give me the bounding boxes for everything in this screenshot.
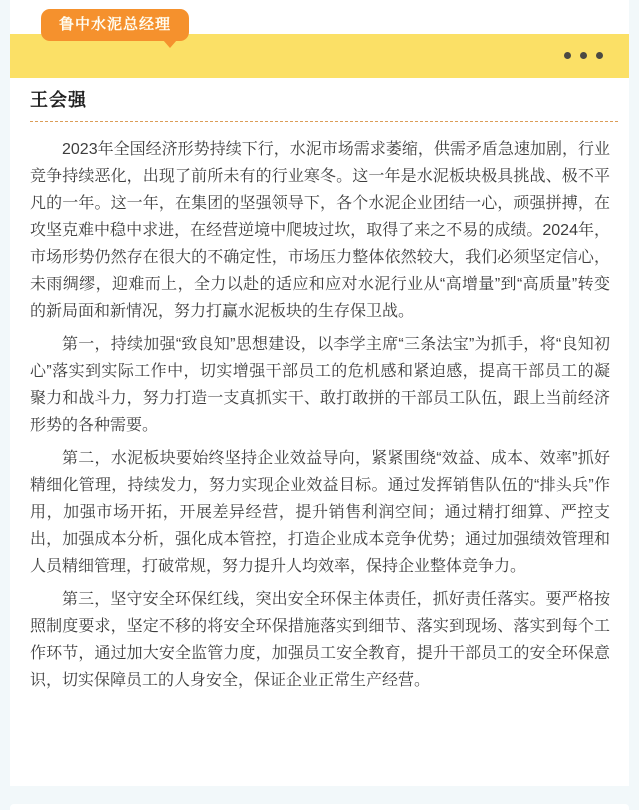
article-body xyxy=(30,136,610,700)
badge-pointer-decoration xyxy=(163,40,177,48)
ellipsis-dot xyxy=(596,52,603,59)
article-paragraph: 第一，持续加强“致良知”思想建设，以李学主席“三条法宝”为抓手，将“良知初心”落实到实际工作中，切实增强干部员工的危机感和紧迫感，提高干部员工的凝聚力和战斗力，努力打造一支真抓实干、敢打敢拼的干部员工队伍，跟上当前经济形势的各种需要。 xyxy=(30,336,610,434)
article-paragraph: 第三，坚守安全环保红线，突出安全环保主体责任，抓好责任落实。要严格按照制度要求，坚定不移的将安全环保措施落实到细节、落实到现场、落实到每个工作环节，通过加大安全监管力度，加强员工安全教育，提升干部员工的安全环保意识，切实保障员工的人身安全，保证企业正常生产经营。 xyxy=(30,591,610,689)
article-paragraph: 第二，水泥板块要始终坚持企业效益导向，紧紧围绕“效益、成本、效率”抓好精细化管理，持续发力，努力实现企业效益目标。通过发挥销售队伍的“排头兵”作用，加强市场开拓，开展差异经营，提升销售利润空间；通过精打细算、严控支出，加强成本分析，强化成本管控，打造企业成本竞争优势；通过加强绩效管理和人员精细管理，打破常规，努力提升人均效率，保持企业整体竞争力。 xyxy=(30,450,610,575)
next-card-edge xyxy=(10,804,629,810)
role-badge xyxy=(41,9,189,41)
author-name: 王会强 xyxy=(30,90,87,110)
ellipsis-dot xyxy=(580,52,587,59)
article-paragraph: 2023年全国经济形势持续下行，水泥市场需求萎缩，供需矛盾急速加剧，行业竞争持续恶化，出现了前所未有的行业寒冬。这一年是水泥板块极具挑战、极不平凡的一年。这一年，在集团的坚强领导下，各个水泥企业团结一心，顽强拼搏，在攻坚克难中稳中求进，在经营逆境中爬坡过坎，取得了来之不易的成绩。2024年，市场形势仍然存在很大的不确定性，市场压力整体依然较大，我们必须坚定信心，未雨绸缪，迎难而上，全力以赴的适应和应对水泥行业从“高增量”到“高质量”转变的新局面和新情况，努力打赢水泥板块的生存保卫战。 xyxy=(30,141,610,320)
message-card xyxy=(10,0,629,786)
dashed-divider xyxy=(30,121,618,122)
role-badge-label: 鲁中水泥总经理 xyxy=(59,16,172,33)
ellipsis-dot xyxy=(564,52,571,59)
more-options-icon[interactable] xyxy=(564,52,603,59)
